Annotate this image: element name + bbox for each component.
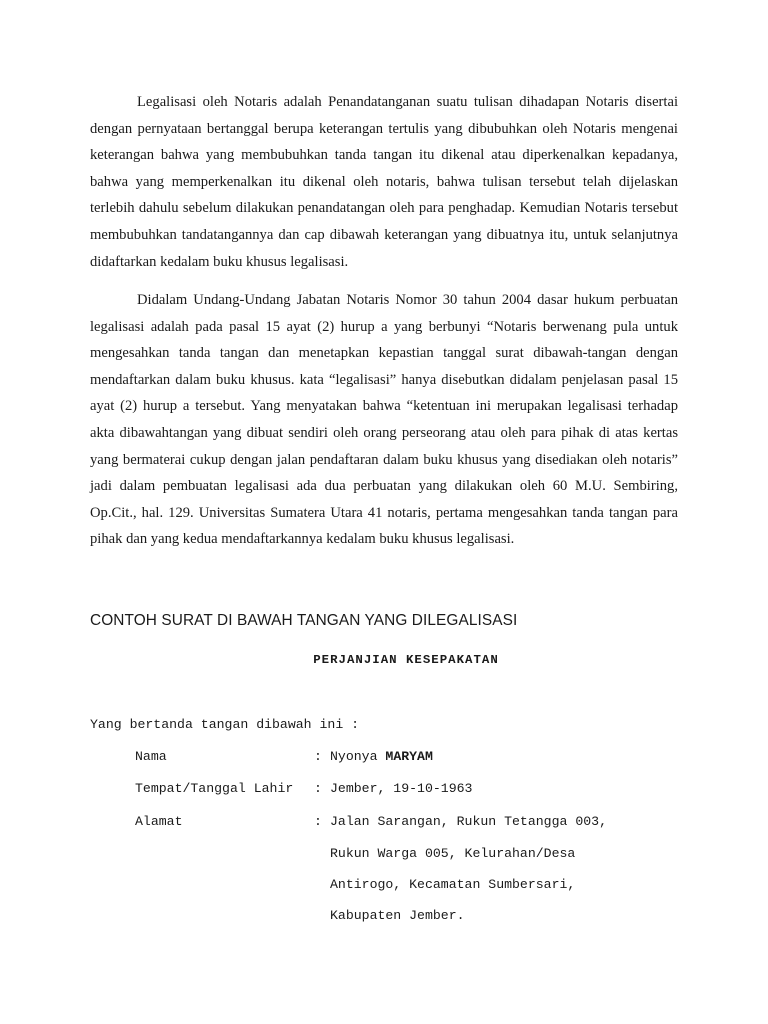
intro-line: Yang bertanda tangan dibawah ini : (90, 717, 360, 732)
field-colon: : (314, 749, 322, 764)
field-value-nama (330, 749, 433, 764)
field-label-ttl: Tempat/Tanggal Lahir (135, 781, 294, 796)
field-value-ttl: Jember, 19-10-1963 (330, 781, 473, 796)
address-line: Antirogo, Kecamatan Sumbersari, (330, 877, 576, 892)
document-title: PERJANJIAN KESEPAKATAN (313, 653, 499, 667)
paragraph-legalisasi-definition: Legalisasi oleh Notaris adalah Penandatanganan suatu tulisan dihadapan Notaris disertai dengan pernyataan bertanggal berupa keterangan tertulis yang dibubuhkan oleh Notaris mengenai keterangan bahwa yang membubuhkan tanda tangan itu dikenal atau diperkenalkan kepadanya, bahwa yang memperkenalkan itu dikenal oleh notaris, bahwa tulisan tersebut telah dijelaskan terlebih dahulu sebelum dilakukan penandatangan oleh para penghadap. Kemudian Notaris tersebut membubuhkan tandatangannya dan cap dibawah keterangan yang dibuatnya itu, untuk selanjutnya didaftarkan kedalam buku khusus legalisasi. (90, 94, 678, 270)
field-colon: : (314, 781, 322, 796)
address-line: Rukun Warga 005, Kelurahan/Desa (330, 846, 576, 861)
address-line: Jalan Sarangan, Rukun Tetangga 003, (330, 814, 607, 829)
field-label-alamat: Alamat (135, 814, 183, 829)
paragraph-legal-basis: Didalam Undang-Undang Jabatan Notaris Nomor 30 tahun 2004 dasar hukum perbuatan legalisasi adalah pada pasal 15 ayat (2) hurup a yang berbunyi “Notaris berwenang pula untuk mengesahkan tanda tangan dan menetapkan kepastian tanggal surat dibawah-tangan dengan mendaftarkan dalam buku khusus. kata “legalisasi” hanya disebutkan didalam penjelasan pasal 15 ayat (2) hurup a tersebut. Yang menyatakan bahwa “ketentuan ini merupakan legalisasi terhadap akta dibawahtangan yang dibuat sendiri oleh orang perseorang atau oleh para pihak di atas kertas yang bermaterai cukup dengan jalan pendaftaran dalam buku khusus yang disediakan oleh notaris” jadi dalam pembuatan legalisasi ada dua perbuatan yang dilakukan oleh 60 M.U. Sembiring, Op.Cit., hal. 129. Universitas Sumatera Utara 41 notaris, pertama mengesahkan tanda tangan para pihak dan yang kedua mendaftarkannya kedalam buku khusus legalisasi. (90, 292, 678, 548)
name-prefix: Nyonya (330, 749, 386, 764)
field-colon: : (314, 814, 322, 829)
section-heading: CONTOH SURAT DI BAWAH TANGAN YANG DILEGALISASI (90, 612, 518, 629)
field-label-nama: Nama (135, 749, 167, 764)
address-line: Kabupaten Jember. (330, 908, 465, 923)
name-value: MARYAM (385, 749, 433, 764)
